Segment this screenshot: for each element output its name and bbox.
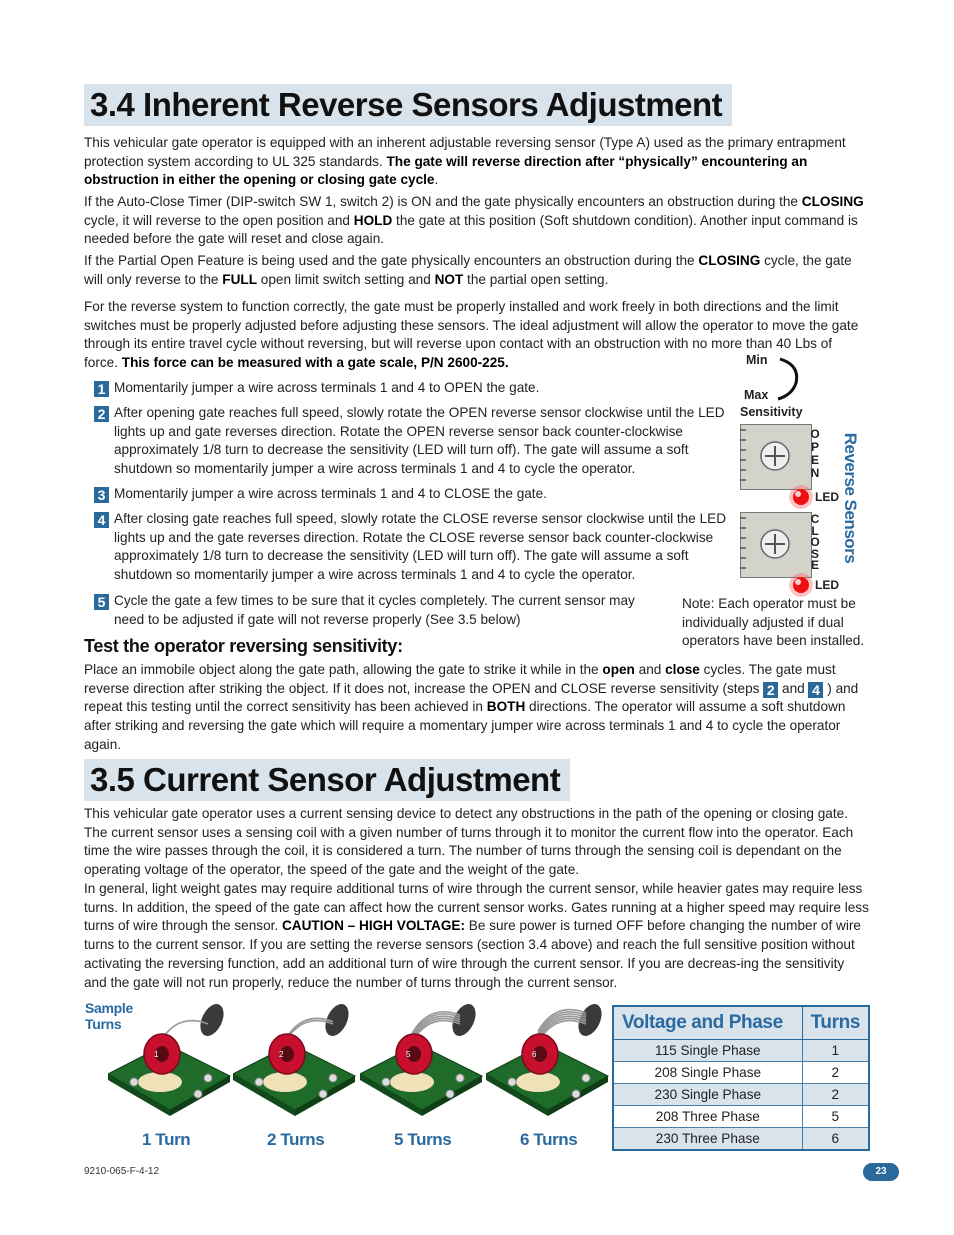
open-label: OPEN xyxy=(810,427,820,480)
p3-text-e: open limit switch setting and xyxy=(257,271,435,287)
table-cell: 208 Single Phase xyxy=(613,1062,802,1084)
section-title-3-5: 3.5 Current Sensor Adjustment xyxy=(84,759,570,801)
table-cell: 208 Three Phase xyxy=(613,1106,802,1128)
min-label: Min xyxy=(746,353,768,367)
t1-c: and xyxy=(634,662,666,677)
table-row xyxy=(613,1106,869,1128)
current-sensor-coil-icon xyxy=(360,1002,486,1120)
table-cell: 115 Single Phase xyxy=(613,1040,802,1062)
step-1-text: Momentarily jumper a wire across terminals 1 and 4 to OPEN the gate. xyxy=(114,380,540,395)
paragraph-intro xyxy=(84,134,866,190)
max-label: Max xyxy=(744,388,769,402)
t1-g: and xyxy=(778,680,809,696)
table-cell: 230 Single Phase xyxy=(613,1084,802,1106)
table-cell: 2 xyxy=(802,1084,869,1106)
coil-caption: 5 Turns xyxy=(394,1130,452,1149)
p3-bold-full: FULL xyxy=(222,271,257,287)
p4-bold: This force can be measured with a gate scale, P/N 2600-225. xyxy=(121,355,509,371)
section-title-3-4: 3.4 Inherent Reverse Sensors Adjustment xyxy=(84,84,732,126)
coil-caption: 2 Turns xyxy=(267,1130,325,1149)
p2-bold-closing: CLOSING xyxy=(801,194,864,209)
paragraph-partial-open xyxy=(84,252,866,289)
p3-text-c: cycle, the gate will only reverse to the xyxy=(84,253,852,287)
step-1-number: 1 xyxy=(94,381,109,397)
step-4-text: After closing gate reaches full speed, slowly rotate the CLOSE reverse sensor clockwise until the LED lights up and the gate reverses direction. Rotate the CLOSE reverse sensor back counter-clockwise approximately 1/8 turn to decrease the sensitivity (LED will turn off). The gate will assume a soft shutdown so momentarily jumper a wire across terminals 1 and 4 to cycle the operator. xyxy=(114,511,727,583)
coil-turn-marker: 5 xyxy=(406,1050,411,1059)
inline-step-2-number: 2 xyxy=(763,682,778,698)
step-3-number: 3 xyxy=(94,487,109,503)
step-2-text: After opening gate reaches full speed, slowly rotate the OPEN reverse sensor clockwise until the LED lights up and gate reverses direction. Rotate the OPEN reverse sensor back counter-clockwise approximately 1/8 turn to decrease the sensitivity (LED will turn off). The gate will assume a soft shutdown so momentarily jumper a wire across terminals 1 and 4 to cycle the operator. xyxy=(114,405,725,477)
table-cell: 230 Three Phase xyxy=(613,1128,802,1151)
table-cell: 5 xyxy=(802,1106,869,1128)
coil-turn-marker: 6 xyxy=(532,1050,537,1059)
p2-text-c: cycle, it will reverse to the open position and xyxy=(84,212,354,228)
paragraph-test xyxy=(84,661,866,755)
current-sensor-coil-icon xyxy=(486,1002,612,1120)
table-cell: 2 xyxy=(802,1062,869,1084)
close-sensor-screw-icon[interactable] xyxy=(759,528,791,560)
intro-bold: The gate will reverse direction after “physically” encountering an obstruction in either the opening or closing gate cycle xyxy=(84,153,808,188)
step-5-number: 5 xyxy=(94,594,109,610)
document-number: 9210-065-F-4-12 xyxy=(84,1166,160,1177)
step-3-text: Momentarily jumper a wire across terminals 1 and 4 to CLOSE the gate. xyxy=(114,486,547,501)
table-cell: 1 xyxy=(802,1040,869,1062)
t1-k: directions. The operator will assume a soft shutdown after striking and reversing the gate which will require a momentary jumper wire across terminals 1 and 4 to cycle the operator again. xyxy=(84,699,846,752)
paragraph-current-sensor: This vehicular gate operator uses a current sensing device to detect any obstructions in the path of the opening or closing gate. The current sensor uses a sensing coil with a given number of turns through it to monitor the current flow into the operator. Each time the wire passes through the coil, it is considered a turn. The number of turns through the sensing coil is dependant on the operating voltage of the operator, the speed of the gate and the weight of the gate. xyxy=(84,806,854,878)
p4-text: For the reverse system to function correctly, the gate must be properly installed and work freely in both directions and the limit switches must be properly adjusted before adjusting these sensors. The ideal adjustment will allow the operator to move the gate through its entire travel cycle without reversing, but will reverse upon contact with an obstruction with no more than 40 Lbs of force. xyxy=(84,299,859,371)
coil-turn-marker: 2 xyxy=(279,1050,284,1059)
paragraph-current-sensor-2 xyxy=(84,880,870,992)
step-2-number: 2 xyxy=(94,406,109,422)
step-4-number: 4 xyxy=(94,512,109,528)
reverse-sensors-side-label-box xyxy=(836,422,864,574)
close-led-label: LED xyxy=(815,578,839,592)
step-5-text: Cycle the gate a few times to be sure that it cycles completely. The current sensor may need to be adjusted if gate will not reverse properly (See 3.5 below) xyxy=(114,593,635,627)
p2-bold-hold: HOLD xyxy=(353,212,393,228)
open-led-label: LED xyxy=(815,490,839,504)
cs-text-c: Be sure power is turned OFF before changing the number of wire turns to the current sensor. If you are setting the reverse sensors (section 3.4 above) and reach the full sensitive position without activating the reversing function, add an additional turn of wire through the current sensor. If you are decreas-ing the sensitivity and the gate will not run properly, reduce the number of turns through the current sensor. xyxy=(84,918,861,990)
current-sensor-coil-icon xyxy=(108,1002,234,1120)
t1-bold-close: close xyxy=(665,662,700,677)
t1-bold-open: open xyxy=(602,662,635,677)
sensitivity-label: Sensitivity xyxy=(740,405,803,419)
table-row xyxy=(613,1062,869,1084)
table-row xyxy=(613,1084,869,1106)
p2-text-e: the gate at this position (Soft shutdown condition). Another input command is needed before the gate will reset and close again. xyxy=(84,212,858,247)
sample-turns-label: Sample Turns xyxy=(85,1000,133,1032)
p3-bold-closing: CLOSING xyxy=(698,253,761,268)
table-header-voltage: Voltage and Phase xyxy=(613,1006,802,1040)
rotation-arrow-icon xyxy=(774,355,806,401)
open-pot-pins-icon xyxy=(740,426,750,488)
table-row xyxy=(613,1128,869,1151)
p3-text-g: the partial open setting. xyxy=(463,271,609,287)
open-sensor-screw-icon[interactable] xyxy=(759,440,791,472)
current-sensor-coil-icon xyxy=(233,1002,359,1120)
t1-i: ) and repeat this testing until the correct sensitivity has been achieved in xyxy=(84,680,859,715)
voltage-turns-table xyxy=(612,1005,870,1151)
p3-text-a: If the Partial Open Feature is being used and the gate physically encounters an obstruction during the xyxy=(84,253,699,268)
paragraph-auto-close xyxy=(84,193,866,249)
t1-a: Place an immobile object along the gate path, allowing the gate to strike it while in the xyxy=(84,662,603,677)
inline-step-4-number: 4 xyxy=(808,682,823,698)
cs-text-a: In general, light weight gates may require additional turns of wire through the current sensor, while heavier gates may require less turns. In addition, the speed of the gate can affect how the current sensor works. Gates running at a higher speed may require less turns of wire through the sensor. xyxy=(84,881,869,934)
table-row xyxy=(613,1040,869,1062)
caution-high-voltage: CAUTION – HIGH VOLTAGE: xyxy=(281,918,465,934)
table-header-turns: Turns xyxy=(802,1006,869,1040)
open-led-icon xyxy=(788,484,814,510)
close-pot-pins-icon xyxy=(740,514,750,576)
close-label: CLOSE xyxy=(810,512,820,572)
table-cell: 6 xyxy=(802,1128,869,1151)
p2-text-a: If the Auto-Close Timer (DIP-switch SW 1, switch 2) is ON and the gate physically encounters an obstruction during the xyxy=(84,194,802,209)
coil-caption: 1 Turn xyxy=(142,1130,191,1149)
page-number-badge: 23 xyxy=(863,1163,899,1181)
dual-operator-note: Note: Each operator must be individually adjusted if dual operators have been installed. xyxy=(682,596,865,649)
t1-e: cycles. The gate must reverse direction after striking the object. If it does not, increase the OPEN and CLOSE reverse sensitivity (steps xyxy=(84,662,836,696)
coil-caption: 6 Turns xyxy=(520,1130,578,1149)
t1-bold-both: BOTH xyxy=(486,699,526,715)
reverse-sensors-side-label: Reverse Sensors xyxy=(841,432,860,564)
coil-turn-marker: 1 xyxy=(154,1050,159,1059)
test-sensitivity-heading: Test the operator reversing sensitivity: xyxy=(84,636,403,656)
intro-text: This vehicular gate operator is equipped with an inherent adjustable reversing sensor (Type A) used as the primary entrapment protection system according to UL 325 standards. xyxy=(84,135,846,169)
intro-end: . xyxy=(434,172,439,188)
p3-bold-not: NOT xyxy=(434,271,464,287)
